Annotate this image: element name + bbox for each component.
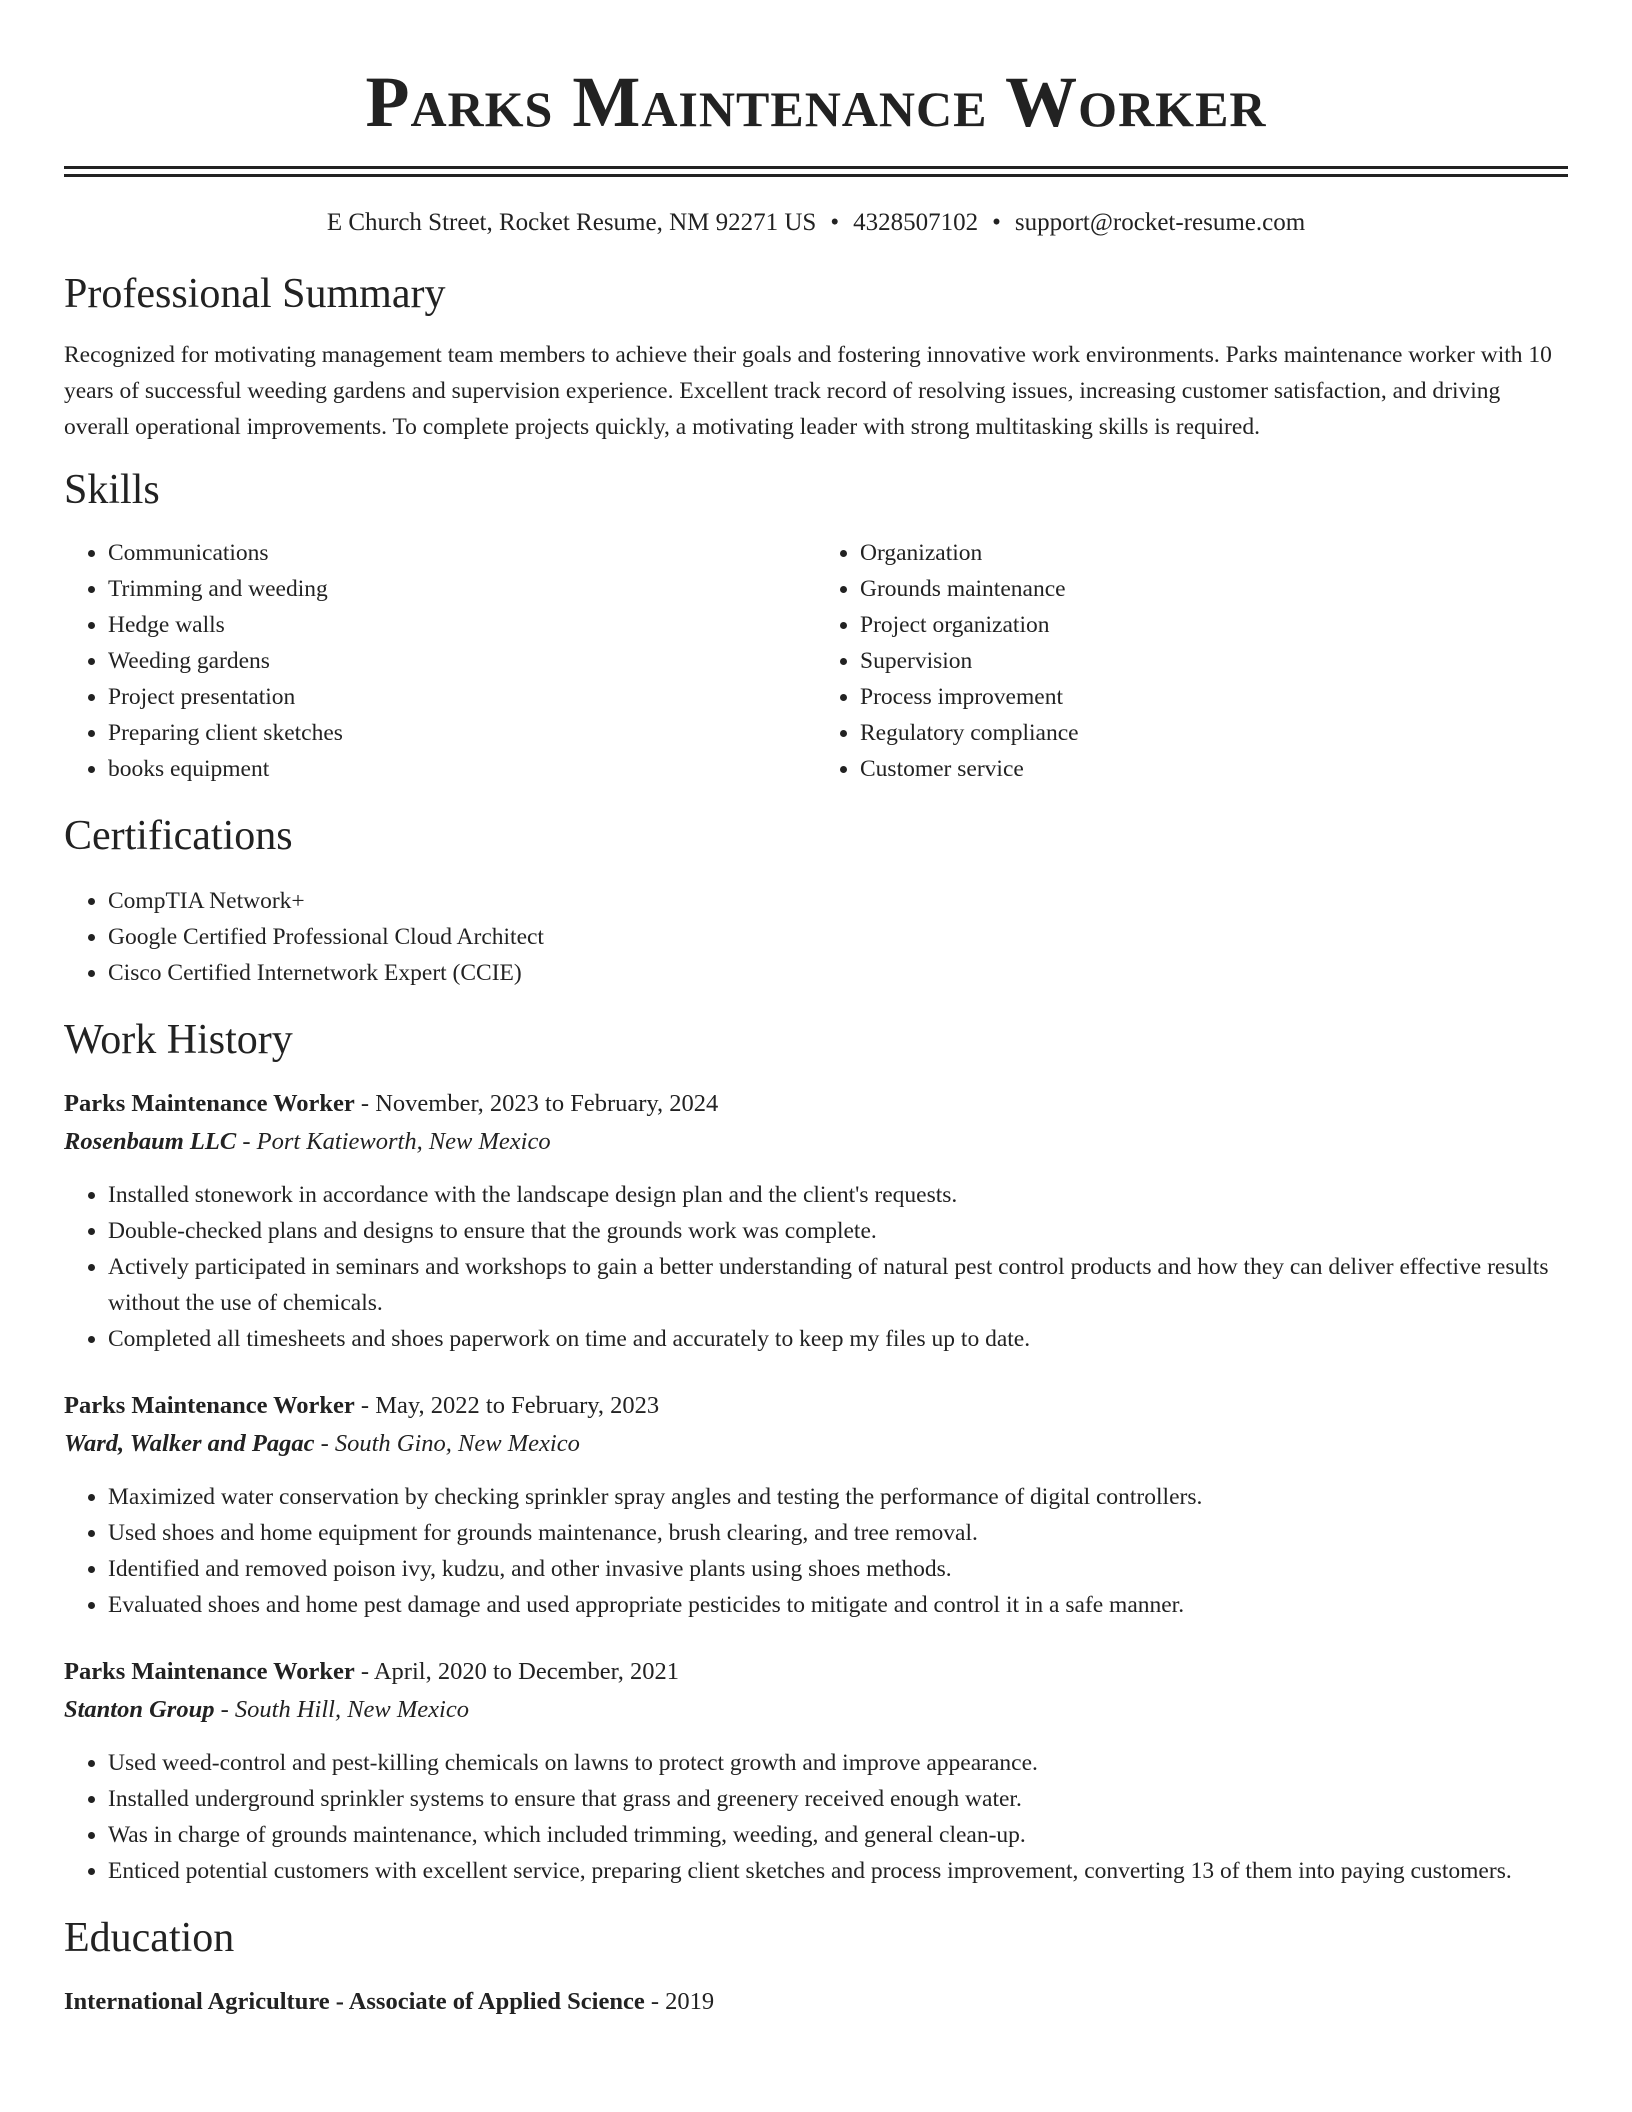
contact-address: E Church Street, Rocket Resume, NM 92271 US — [326, 209, 817, 236]
job-bullet: • Evaluated shoes and home pest damage and used appropriate pesticides to mitigate and control it in a safe manner. — [108, 1587, 1568, 1623]
resume-page — [64, 0, 1568, 2021]
contact-separator: • — [992, 209, 1001, 236]
skill-item: • Supervision — [860, 643, 1568, 679]
skill-item: • Customer service — [860, 751, 1568, 787]
job-bullet: • Used shoes and home equipment for grounds maintenance, brush clearing, and tree removal. — [108, 1515, 1568, 1551]
job-company: Ward, Walker and Pagac — [64, 1430, 315, 1457]
job-company-line — [64, 1123, 1568, 1161]
job-dates: - April, 2020 to December, 2021 — [354, 1658, 680, 1685]
skill-item: • books equipment — [108, 751, 816, 787]
certifications-heading: Certifications — [64, 813, 293, 859]
job-company: Stanton Group — [64, 1696, 215, 1723]
certification-item: • Cisco Certified Internetwork Expert (CCIE) — [108, 955, 1568, 991]
job-bullets — [64, 1177, 1568, 1357]
job-title: Parks Maintenance Worker — [64, 1658, 355, 1685]
job-title: Parks Maintenance Worker — [64, 1090, 355, 1117]
job-bullet: • Used weed-control and pest-killing chemicals on lawns to protect growth and improve appearance. — [108, 1745, 1568, 1781]
candidate-name: Parks Maintenance Worker — [365, 62, 1267, 142]
skill-item: • Hedge walls — [108, 607, 816, 643]
job-company: Rosenbaum LLC — [64, 1128, 237, 1155]
job-bullet: • Was in charge of grounds maintenance, which included trimming, weeding, and general clean-up. — [108, 1817, 1568, 1853]
contact-phone: 4328507102 — [853, 209, 979, 236]
skills-heading: Skills — [64, 467, 160, 513]
job-bullet: • Completed all timesheets and shoes paperwork on time and accurately to keep my files up to date. — [108, 1321, 1568, 1357]
summary-heading: Professional Summary — [64, 271, 446, 317]
work-history-heading: Work History — [64, 1017, 293, 1063]
job-bullet: • Actively participated in seminars and workshops to gain a better understanding of natural pest control products and how they can deliver effective results without the use of chemicals. — [108, 1249, 1568, 1321]
job-bullet: • Installed stonework in accordance with the landscape design plan and the client's requests. — [108, 1177, 1568, 1213]
certifications-list — [64, 883, 1568, 991]
job-location: - Port Katieworth, New Mexico — [236, 1128, 551, 1155]
job-title-line — [64, 1387, 1568, 1425]
job-bullets — [64, 1479, 1568, 1623]
education-degree: International Agriculture - Associate of Applied Science — [64, 1988, 645, 2015]
skills-columns — [64, 535, 1568, 787]
job-bullet: • Installed underground sprinkler systems to ensure that grass and greenery received enough water. — [108, 1781, 1568, 1817]
job-bullet: • Double-checked plans and designs to ensure that the grounds work was complete. — [108, 1213, 1568, 1249]
skill-item: • Grounds maintenance — [860, 571, 1568, 607]
job-title-line — [64, 1653, 1568, 1691]
header-double-rule — [64, 166, 1568, 177]
job-title-line — [64, 1085, 1568, 1123]
job-company-line — [64, 1425, 1568, 1463]
skill-item: • Project organization — [860, 607, 1568, 643]
skills-list-left — [64, 535, 816, 787]
skills-list-right — [816, 535, 1568, 787]
job-dates: - November, 2023 to February, 2024 — [354, 1090, 719, 1117]
job-location: - South Gino, New Mexico — [314, 1430, 580, 1457]
job-entry — [64, 1387, 1568, 1623]
job-entry — [64, 1085, 1568, 1357]
skill-item: • Process improvement — [860, 679, 1568, 715]
education-heading: Education — [64, 1915, 235, 1961]
skill-item: • Organization — [860, 535, 1568, 571]
skill-item: • Communications — [108, 535, 816, 571]
contact-email: support@rocket-resume.com — [1014, 209, 1306, 236]
job-title: Parks Maintenance Worker — [64, 1392, 355, 1419]
job-bullets — [64, 1745, 1568, 1889]
job-entry — [64, 1653, 1568, 1889]
summary-text: Recognized for motivating management team members to achieve their goals and fostering innovative work environments. Parks maintenance worker with 10 years of successful weeding gardens and supervision experience. Excellent track record of resolving issues, increasing customer satisfaction, and driving overall operational improvements. To complete projects quickly, a motivating leader with strong multitasking skills is required. — [64, 342, 1552, 440]
skill-item: • Preparing client sketches — [108, 715, 816, 751]
certification-item: • CompTIA Network+ — [108, 883, 1568, 919]
job-bullet: • Identified and removed poison ivy, kudzu, and other invasive plants using shoes methods. — [108, 1551, 1568, 1587]
contact-separator: • — [830, 209, 840, 236]
skill-item: • Project presentation — [108, 679, 816, 715]
contact-line — [64, 207, 1568, 239]
job-dates: - May, 2022 to February, 2023 — [354, 1392, 660, 1419]
education-entry — [64, 1983, 1568, 2021]
certification-item: • Google Certified Professional Cloud Architect — [108, 919, 1568, 955]
job-bullet: • Maximized water conservation by checking sprinkler spray angles and testing the performance of digital controllers. — [108, 1479, 1568, 1515]
skill-item: • Weeding gardens — [108, 643, 816, 679]
education-year: - 2019 — [644, 1988, 715, 2015]
skill-item: • Trimming and weeding — [108, 571, 816, 607]
job-bullet: • Enticed potential customers with excellent service, preparing client sketches and process improvement, converting 13 of them into paying customers. — [108, 1853, 1568, 1889]
job-location: - South Hill, New Mexico — [214, 1696, 469, 1723]
skill-item: • Regulatory compliance — [860, 715, 1568, 751]
job-company-line — [64, 1691, 1568, 1729]
